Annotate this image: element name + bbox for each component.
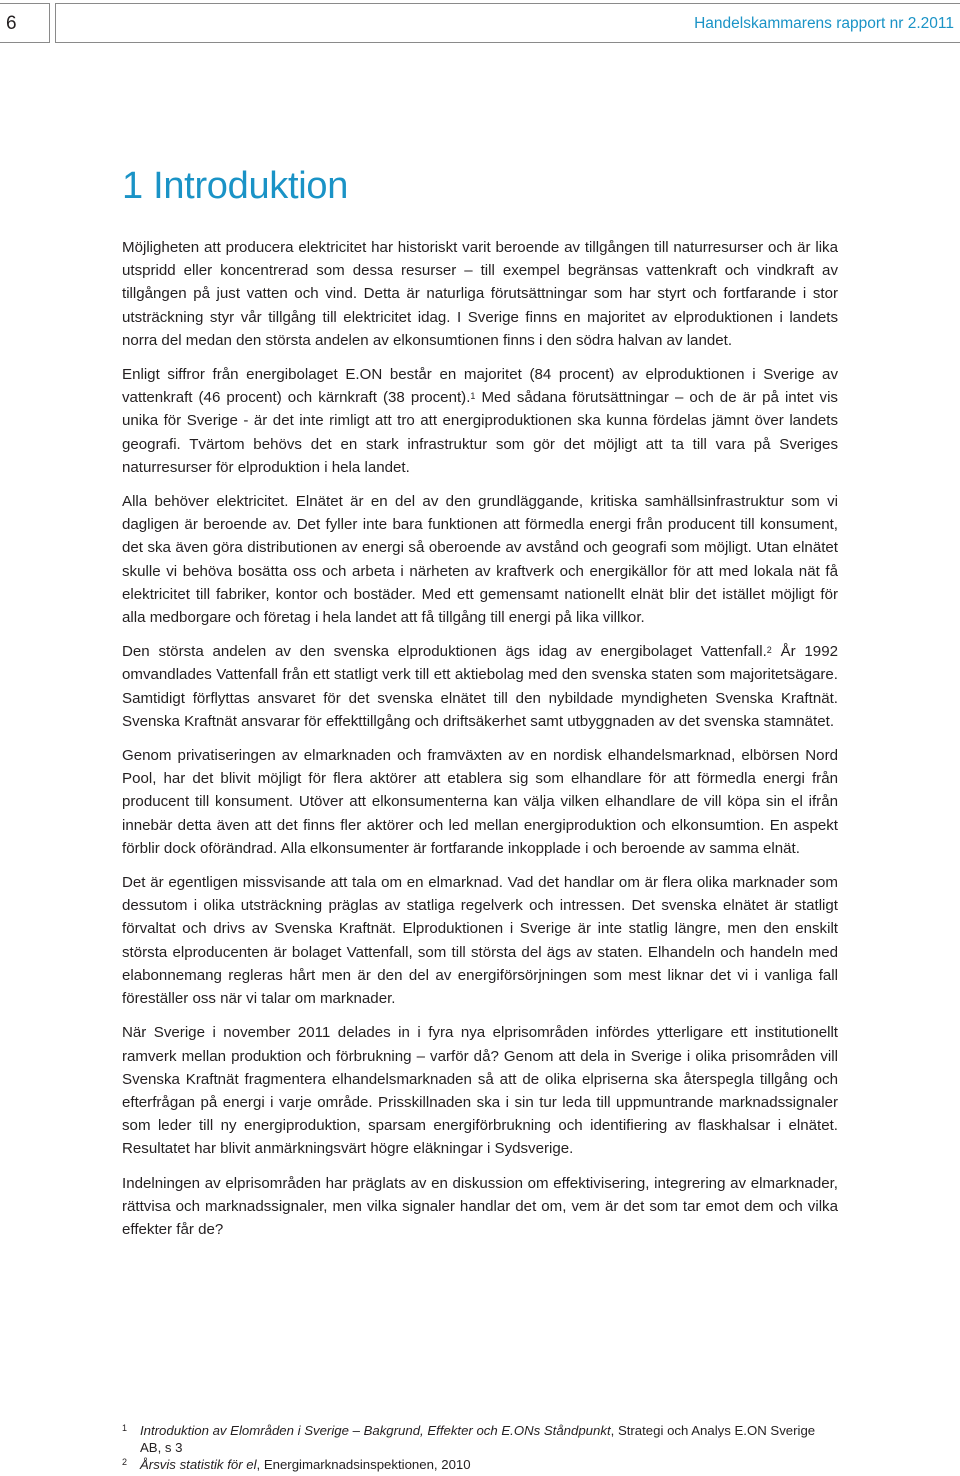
footnote-ref-1[interactable]: 1 [470, 391, 476, 402]
paragraph-6: Det är egentligen missvisande att tala om en elmarknad. Vad det handlar om är flera olika marknader som dessutom i olika utsträckning präglas av statliga regelverk och intressen. Det svenska elnätet är statligt förvaltat och drivs av Svenska Kraftnät. Elproduktionen i Sverige är inte statlig längre, men den enskilt största elproducenten är bolaget Vattenfall, som till största del ägs av staten. Elhandeln och handeln med elabonnemang regleras hårt men är den del av energiförsörjningen som mest liknar det vi i vanliga fall föreställer oss när vi talar om marknader. [122, 874, 838, 1008]
paragraph-8: Indelningen av elprisområden har präglats av en diskussion om effektivisering, integrering av elmarknader, rättvisa och marknadssignaler, men vilka signaler handlar det om, vem är det som tar emot dem och vilka effekter får de? [122, 1174, 838, 1238]
footnote-number: 2 [122, 1457, 128, 1467]
paragraph-5: Genom privatiseringen av elmarknaden och framväxten av en nordisk elhandelsmarknad, elbörsen Nord Pool, har det blivit möjligt för flera aktörer att etablera sig som elhandlare för att förmedla energi från producent till konsument. Utöver att elkonsumenterna kan välja vilken elhandlare de vill köpa sin el ifrån innebär detta även att det finns fler aktörer och led mellan energiproduktion och elkonsumtion. En aspekt förblir dock oförändrad. Alla elkonsumenter är fortfarande inkopplade i och beroende av samma elnät. [122, 747, 838, 857]
footnote-title: Årsvis statistik för el [140, 1457, 257, 1472]
footnotes [122, 1422, 838, 1473]
paragraph-1: Möjligheten att producera elektricitet har historiskt varit beroende av tillgången till naturresurser och är lika utspridd eller koncentrerad som dessa resurser – till exempel begränsas vattenkraft och vindkraft av tillgången på just vatten och vind. Detta är naturliga förutsättningar som har styrt och fortfarande i stor utsträckning styr vår tillgång till elektricitet idag. I Sverige finns en majoritet av elproduktionen i landets norra del medan den största andelen av elkonsumtionen finns i den södra halvan av landet. [122, 239, 838, 349]
paragraph-3: Alla behöver elektricitet. Elnätet är en del av den grundläggande, kritiska samhällsinfrastruktur som vi dagligen är beroende av. Det fyller inte bara funktionen att förmedla energi från producent till konsument, det ska även göra distributionen av energi så oberoende av avstånd och geografi som möjligt. Utan elnätet skulle vi behöva bosätta oss och arbeta i närheten av kraftverk och energikällor för att med lokala nät få elektricitet till fabriker, kontor och bostäder. Med ett gemensamt nationellt elnät blir det istället möjligt för alla medborgare och företag i hela landet att få tillgång till energi på lika villkor. [122, 493, 838, 627]
page-number: 6 [0, 3, 50, 43]
chapter-title: 1 Introduktion [122, 165, 349, 207]
page-header [0, 3, 960, 43]
footnote-source: , Strategi och Analys E.ON Sverige AB, s 3 [140, 1423, 816, 1455]
footnote-source: , Energimarknadsinspektionen, 2010 [256, 1457, 471, 1472]
footnote-1 [122, 1422, 838, 1456]
body-text [122, 236, 838, 1252]
paragraph-2: Enligt siffror från energibolaget E.ON består en majoritet (84 procent) av elproduktionen i Sverige av vattenkraft (46 procent) och kärnkraft (38 procent).$^1$ Med sådana förutsättningar – och de är på intet vis unika för Sverige - är det inte rimligt att tro att energiproduktionen ska kunna fördelas jämnt över landets geografi. Tvärtom behövs det en stark infrastruktur som gör det möjligt att ta till vara på Sveriges naturresurser för elproduktion i hela landet. [122, 366, 838, 476]
paragraph-4: Den största andelen av den svenska elproduktionen ägs idag av energibolaget Vattenfall.$^2$ År 1992 omvandlades Vattenfall från ett statligt verk till ett aktiebolag med den svenska staten som majoritetsägare. Samtidigt förflyttas ansvaret för det svenska elnätet till den nybildade myndigheten Svenska Kraftnät. Svenska Kraftnät ansvarar för effekttillgång och driftsäkerhet samt utbyggnaden av det svenska stamnätet. [122, 643, 838, 730]
footnote-ref-2[interactable]: 2 [766, 645, 772, 656]
footnote-title: Introduktion av Elområden i Sverige – Bakgrund, Effekter och E.ONs Ståndpunkt [140, 1423, 611, 1438]
paragraph-7: När Sverige i november 2011 delades in i fyra nya elprisområden infördes ytterligare ett institutionellt ramverk mellan produktion och förbrukning – varför då? Genom att dela in Sverige i olika prisområden vill Svenska Kraftnät fragmentera elhandelsmarknaden så att de olika elpriserna ska återspegla tillgång och efterfrågan på energi i varje område. Prisskillnaden ska i sin tur leda till uppmuntrande marknadssignaler som leder till ny energiproduktion, sparsam energiförbrukning och identifiering av flaskhalsar i elnätet. Resultatet har blivit anmärkningsvärt högre eläkningar i Sydsverige. [122, 1024, 838, 1158]
footnote-2 [122, 1456, 838, 1473]
report-title: Handelskammarens rapport nr 2.2011 [55, 3, 960, 43]
footnote-number: 1 [122, 1423, 128, 1433]
